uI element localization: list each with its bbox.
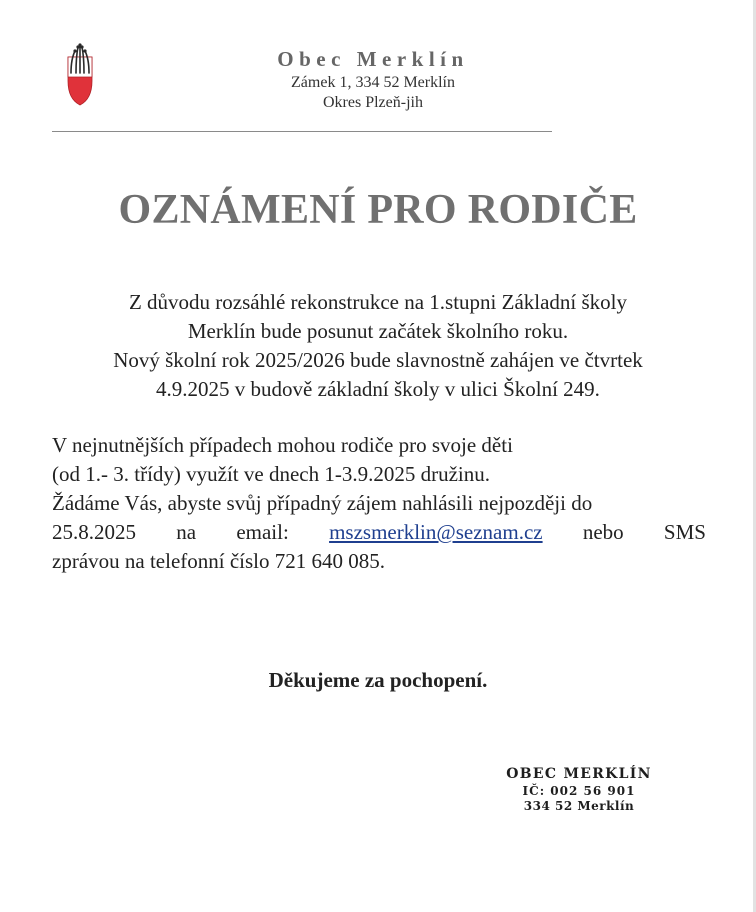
closing-thanks — [0, 668, 756, 693]
announcement-paragraph — [40, 288, 716, 404]
stamp-address: 334 52 Merklín — [523, 799, 635, 813]
contact-word-sms: SMS — [663, 520, 706, 544]
official-stamp — [480, 765, 678, 814]
announcement-line: Z důvodu rozsáhlé rekonstrukce na 1.stupni Základní školy — [128, 290, 628, 314]
childcare-line: V nejnutnějších případech mohou rodiče pro svoje děti — [52, 433, 513, 457]
stamp-name: OBEC MERKLÍN — [506, 766, 652, 782]
childcare-line: (od 1.- 3. třídy) využít ve dnech 1-3.9.2025 družinu. — [52, 462, 490, 486]
contact-word-na: na — [176, 520, 197, 544]
childcare-line: Žádáme Vás, abyste svůj případný zájem nahlásili nejpozději do — [52, 491, 593, 515]
childcare-line: zprávou na telefonní číslo 721 640 085. — [52, 549, 386, 573]
announcement-line: 4.9.2025 v budově základní školy v ulici Školní 249. — [156, 377, 600, 401]
childcare-contact-line — [52, 518, 706, 547]
municipality-district: Okres Plzeň-jih — [323, 94, 423, 111]
deadline-date: 25.8.2025 — [52, 520, 136, 544]
announcement-line: Nový školní rok 2025/2026 bude slavnostně zahájen ve čtvrtek — [113, 348, 643, 372]
email-label: email: — [236, 520, 289, 544]
contact-word-nebo: nebo — [582, 520, 624, 544]
email-link[interactable]: mszsmerklin@seznam.cz — [329, 520, 543, 544]
page-title: OZNÁMENÍ PRO RODIČE — [118, 187, 638, 233]
stamp-ic: IČ: 002 56 901 — [522, 784, 636, 798]
header-divider — [52, 131, 552, 132]
municipality-name: Obec Merklín — [277, 47, 469, 71]
coat-of-arms-icon — [66, 43, 94, 107]
announcement-line: Merklín bude posunut začátek školního roku. — [187, 319, 569, 343]
municipality-address: Zámek 1, 334 52 Merklín — [291, 74, 455, 91]
closing-thanks-text: Děkujeme za pochopení. — [268, 668, 488, 692]
childcare-paragraph — [52, 431, 706, 576]
